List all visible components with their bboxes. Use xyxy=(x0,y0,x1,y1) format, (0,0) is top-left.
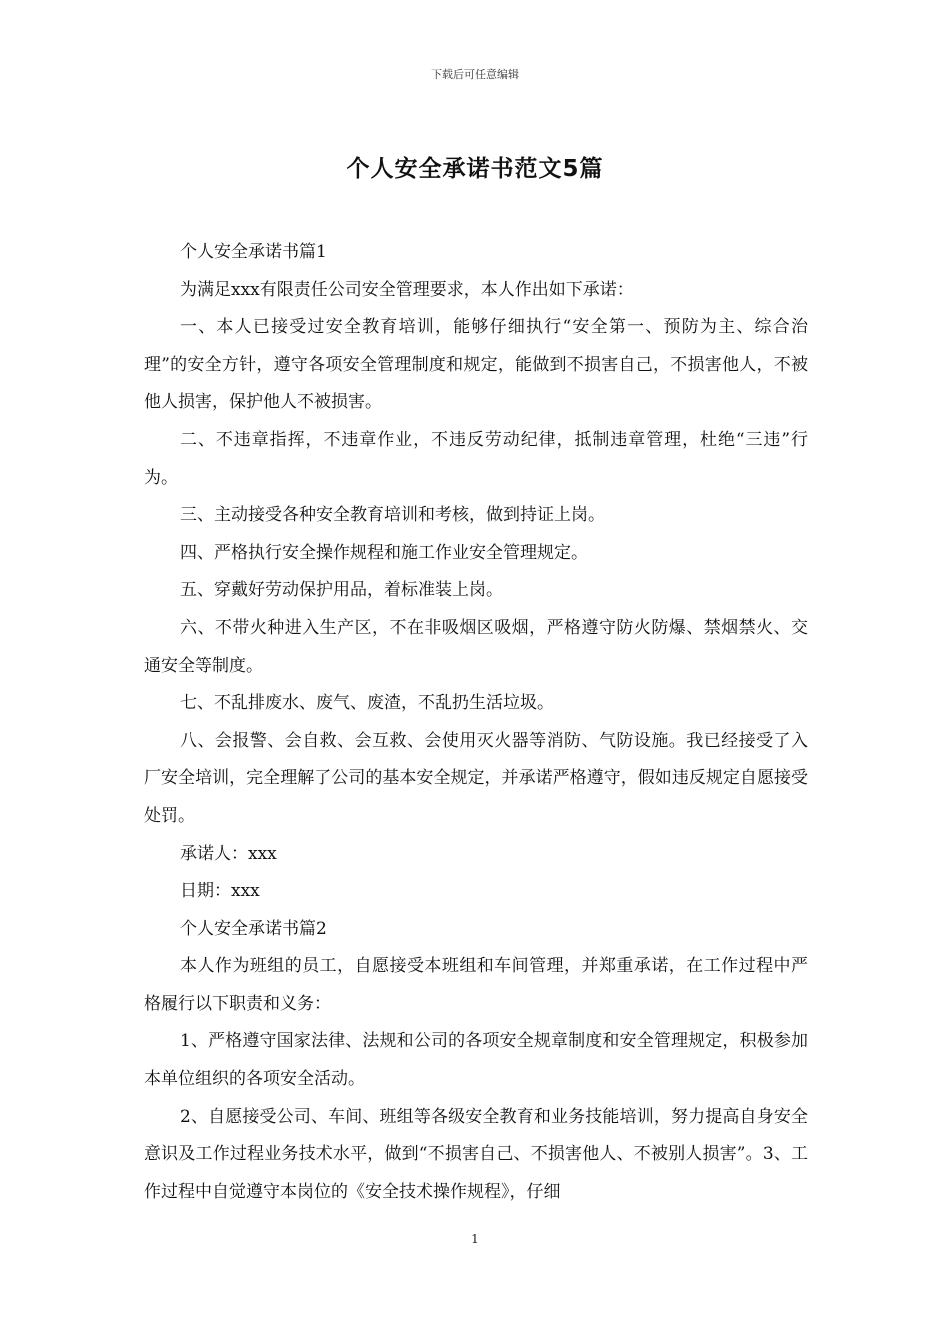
duty-item-2: 2、自愿接受公司、车间、班组等各级安全教育和业务技能培训，努力提高自身安全意识及工作过程业务技术水平，做到“不损害自己、不损害他人、不被别人损害”。3、工作过程中自觉遵守本岗位的《安全技术操作规程》，仔细 xyxy=(144,1106,808,1202)
header-note: 下载后可任意编辑 xyxy=(431,68,519,81)
commitment-item-1: 一、本人已接受过安全教育培训，能够仔细执行“安全第一、预防为主、综合治理”的安全方针，遵守各项安全管理制度和规定，能做到不损害自己，不损害他人，不被他人损害，保护他人不被损害。 xyxy=(144,317,808,413)
section-heading-1: 个人安全承诺书篇1 xyxy=(180,242,327,262)
document-body xyxy=(144,234,808,1211)
commitment-item-7: 七、不乱排废水、废气、废渣，不乱扔生活垃圾。 xyxy=(180,693,554,714)
commitment-item-8: 八、会报警、会自救、会互救、会使用灭火器等消防、气防设施。我已经接受了入厂安全培训，完全理解了公司的基本安全规定，并承诺严格遵守，假如违反规定自愿接受处罚。 xyxy=(144,730,808,826)
intro-paragraph-2: 本人作为班组的员工，自愿接受本班组和车间管理，并郑重承诺，在工作过程中严格履行以下职责和义务： xyxy=(144,956,808,1014)
commitment-item-3: 三、主动接受各种安全教育培训和考核，做到持证上岗。 xyxy=(180,505,605,526)
intro-paragraph: 为满足xxx有限责任公司安全管理要求，本人作出如下承诺： xyxy=(180,279,634,300)
commitment-item-5: 五、穿戴好劳动保护用品，着标准装上岗。 xyxy=(180,580,503,601)
commitment-item-4: 四、严格执行安全操作规程和施工作业安全管理规定。 xyxy=(180,542,588,563)
page-number: 1 xyxy=(471,1232,479,1246)
duty-item-1: 1、严格遵守国家法律、法规和公司的各项安全规章制度和安全管理规定，积极参加本单位组织的各项安全活动。 xyxy=(144,1031,808,1090)
commitment-item-2: 二、不违章指挥，不违章作业，不违反劳动纪律，抵制违章管理，杜绝“三违”行为。 xyxy=(144,429,808,488)
section-heading-2: 个人安全承诺书篇2 xyxy=(180,918,327,939)
commitment-item-6: 六、不带火种进入生产区，不在非吸烟区吸烟，严格遵守防火防爆、禁烟禁火、交通安全等制度。 xyxy=(144,617,808,676)
signatory-line: 承诺人：xxx xyxy=(180,843,277,864)
document-title: 个人安全承诺书范文5篇 xyxy=(346,156,604,182)
date-line: 日期：xxx xyxy=(180,881,260,902)
